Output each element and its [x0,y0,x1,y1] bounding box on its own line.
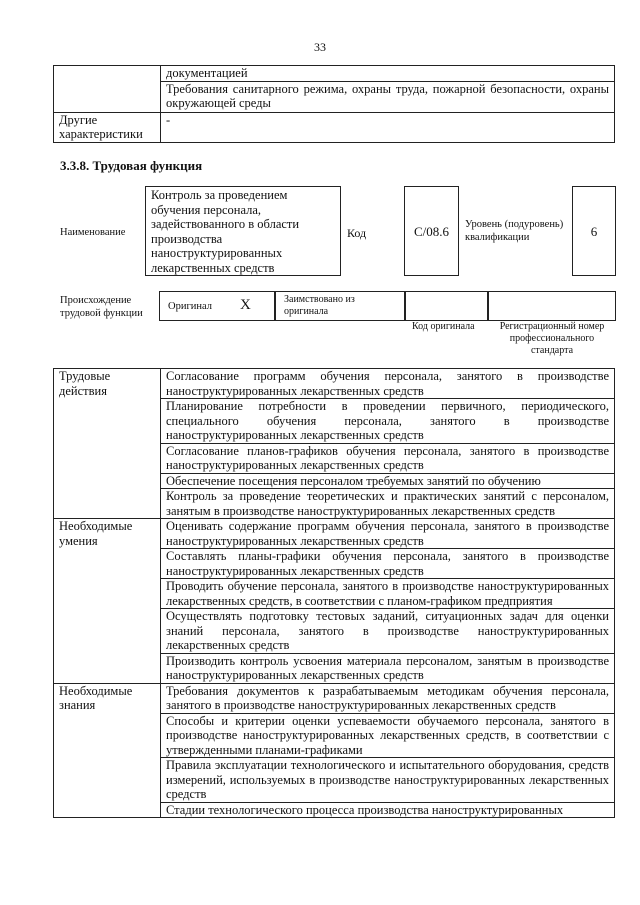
original-code-box [405,291,488,321]
level-label: Уровень (подуровень) квалификации [465,219,564,243]
table-cell: Планирование потребности в проведении первичного, периодического, специального обучения персонала, занятого в производстве наноструктурированных лекарственных средств [161,399,615,444]
original-mark: X [240,297,251,313]
table-cell: Проводить обучение персонала, занятого в производстве наноструктурированных лекарственных средств, в соответствии с планом-графиком предприятия [161,579,615,609]
labor-function-table [53,368,615,818]
borrowed-box [275,291,405,321]
original-label: Оригинал [168,301,212,312]
table-row-label: Другие характеристики [54,112,161,142]
group-label-knowledge: Необходимые знания [54,683,161,818]
table-cell: Согласование программ обучения персонала, занятого в производстве наноструктурированных лекарственных средств [161,369,615,399]
page-number: 33 [314,40,326,54]
section-heading: 3.3.8. Трудовая функция [60,158,203,173]
group-label-skills: Необходимые умения [54,519,161,684]
group-label-actions: Трудовые действия [54,369,161,519]
table-cell: Требования документов к разрабатываемым методикам обучения персонала, занятого в производстве наноструктурированных лекарственных средств [161,683,615,713]
table-row [54,369,615,399]
function-name-box: Контроль за проведением обучения персонала, задействованного в области производства наноструктурированных лекарственных средств [145,186,341,276]
level-box: 6 [572,186,616,276]
borrowed-label: Заимствовано из оригинала [284,294,355,317]
origin-label: Происхождение трудовой функции [60,295,143,319]
code-original-caption: Код оригинала [412,321,475,332]
table-cell: Стадии технологического процесса производства наноструктурированных [161,802,615,818]
reg-number-box [488,291,616,321]
table-cell: Производить контроль усвоения материала персоналом, занятым в производстве наноструктурированных лекарственных средств [161,653,615,683]
table-row [54,66,615,82]
previous-section-table [53,65,615,143]
table-row [54,683,615,713]
table-row-label [54,66,161,113]
table-cell: документацией [161,66,615,82]
table-row [54,519,615,549]
reg-number-caption: Регистрационный номер профессионального стандарта [499,321,605,356]
table-cell: Составлять планы-графики обучения персонала, занятого в производстве наноструктурированных лекарственных средств [161,549,615,579]
table-cell: Требования санитарного режима, охраны труда, пожарной безопасности, охраны окружающей среды [161,81,615,112]
code-box: С/08.6 [404,186,459,276]
table-cell: Осуществлять подготовку тестовых заданий, ситуационных задач для оценки знаний персонала, занятого в производстве наноструктурированных лекарственных средств [161,609,615,654]
table-cell: - [161,112,615,142]
name-label: Наименование [60,227,126,238]
table-cell: Оценивать содержание программ обучения персонала, занятого в производстве наноструктурированных лекарственных средств [161,519,615,549]
code-label: Код [347,226,367,240]
table-cell: Способы и критерии оценки успеваемости обучаемого персонала, занятого в производстве наноструктурированных лекарственных средств, в соответствии с утвержденными планами-графиками [161,713,615,758]
table-cell: Обеспечение посещения персоналом требуемых занятий по обучению [161,473,615,489]
table-cell: Правила эксплуатации технологического и испытательного оборудования, средств измерений, используемых в производстве наноструктурированных лекарственных средств [161,758,615,803]
table-cell: Согласование планов-графиков обучения персонала, занятого в производстве наноструктурированных лекарственных средств [161,443,615,473]
original-box [159,291,275,321]
table-cell: Контроль за проведение теоретических и практических занятий с персоналом, занятым в производстве наноструктурированных лекарственных средств [161,489,615,519]
table-row [54,112,615,142]
